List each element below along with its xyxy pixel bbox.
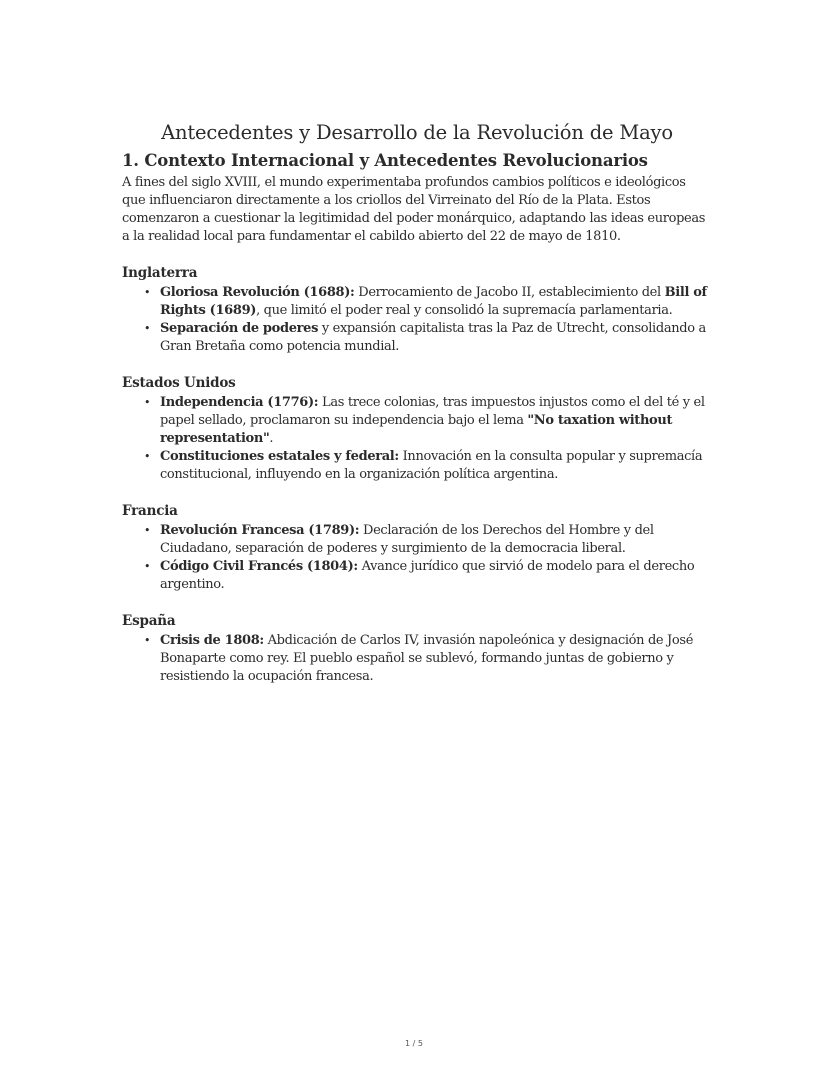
section-heading: 1. Contexto Internacional y Antecedentes Revolucionarios <box>122 151 648 170</box>
subsection-heading: Estados Unidos <box>122 375 236 391</box>
item-text: Innovación en la consulta popular y supremacía constitucional, influyendo en la organización política argentina. <box>160 449 703 482</box>
bullet-icon: • <box>144 396 151 409</box>
item-text: Abdicación de Carlos IV, invasión napoleónica y designación de José Bonaparte como rey. El pueblo español se sublevó, formando juntas de gobierno y resistiendo la ocupación francesa. <box>160 633 694 684</box>
section-francia <box>122 502 712 594</box>
list-item <box>144 320 712 356</box>
list-item <box>144 632 712 686</box>
bullet-icon: • <box>144 322 151 335</box>
bullet-icon: • <box>144 286 151 299</box>
item-text: . <box>269 431 274 446</box>
subsection-heading: Inglaterra <box>122 265 198 281</box>
section-estados-unidos <box>122 374 712 484</box>
list-item <box>144 522 712 558</box>
bullet-icon: • <box>144 524 151 537</box>
item-bold-lead: Código Civil Francés (1804): <box>160 559 358 574</box>
intro-paragraph: A fines del siglo XVIII, el mundo experimentaba profundos cambios políticos e ideológicos que influenciaron directamente a los criollos del Virreinato del Río de la Plata. Estos comenzaron a cuestionar la legitimidad del poder monárquico, adaptando las ideas europeas a la realidad local para fundamentar el cabildo abierto del 22 de mayo de 1810. <box>122 175 706 244</box>
list-item <box>144 448 712 484</box>
item-text: Avance jurídico que sirvió de modelo para el derecho argentino. <box>160 559 695 592</box>
bullet-icon: • <box>144 634 151 647</box>
subsection-heading: España <box>122 613 176 629</box>
bullet-list <box>122 284 712 356</box>
section-inglaterra <box>122 264 712 356</box>
subsection-heading: Francia <box>122 503 178 519</box>
list-item <box>144 284 712 320</box>
item-text: Declaración de los Derechos del Hombre y del Ciudadano, separación de poderes y surgimiento de la democracia liberal. <box>160 523 654 556</box>
item-bold-lead: Separación de poderes <box>160 321 319 336</box>
document-title: Antecedentes y Desarrollo de la Revolución de Mayo <box>161 121 673 144</box>
page-indicator: 1 / 5 <box>405 1039 423 1048</box>
item-bold-inline: Bill of Rights (1689) <box>160 285 707 318</box>
bullet-icon: • <box>144 450 151 463</box>
item-bold-lead: Gloriosa Revolución (1688): <box>160 285 355 300</box>
bullet-list <box>122 632 712 686</box>
item-bold-lead: Revolución Francesa (1789): <box>160 523 360 538</box>
bullet-list <box>122 522 712 594</box>
list-item <box>144 394 712 448</box>
list-item <box>144 558 712 594</box>
item-bold-inline: "No taxation without representation" <box>160 413 673 446</box>
item-bold-lead: Crisis de 1808: <box>160 633 264 648</box>
item-bold-lead: Independencia (1776): <box>160 395 319 410</box>
bullet-list <box>122 394 712 484</box>
item-bold-lead: Constituciones estatales y federal: <box>160 449 399 464</box>
item-text: Las trece colonias, tras impuestos injustos como el del té y el papel sellado, proclamaron su independencia bajo el lema <box>160 395 705 428</box>
item-text: y expansión capitalista tras la Paz de Utrecht, consolidando a Gran Bretaña como potencia mundial. <box>160 321 706 354</box>
document-page <box>122 118 712 686</box>
item-text: Derrocamiento de Jacobo II, establecimiento del <box>354 285 665 300</box>
bullet-icon: • <box>144 560 151 573</box>
item-text: , que limitó el poder real y consolidó la supremacía parlamentaria. <box>256 303 673 318</box>
section-espana <box>122 612 712 686</box>
